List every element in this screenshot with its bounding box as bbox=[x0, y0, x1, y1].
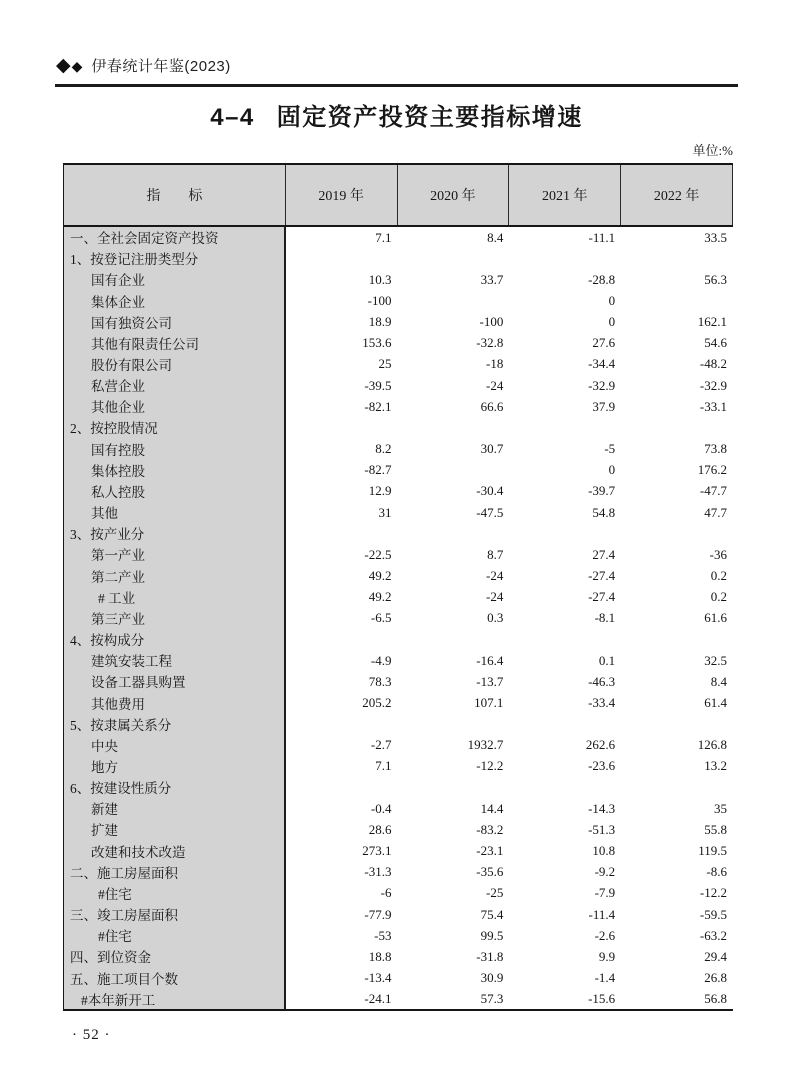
value-cell: 119.5 bbox=[698, 843, 727, 859]
value-cell: 75.4 bbox=[480, 906, 504, 922]
value-cell: 153.6 bbox=[362, 335, 392, 351]
column-header-2019: 2019 年 bbox=[286, 165, 398, 225]
value-cell: 18.9 bbox=[368, 314, 392, 330]
value-cell: -83.2 bbox=[476, 821, 504, 837]
value-cell: 33.5 bbox=[704, 229, 727, 245]
indicator-cell: 6、按建设性质分 bbox=[64, 777, 286, 798]
table-row bbox=[64, 755, 733, 776]
value-cell: 8.2 bbox=[375, 441, 392, 457]
value-cell: -16.4 bbox=[476, 652, 504, 668]
value-cell: -77.9 bbox=[364, 906, 392, 922]
value-cell: -51.3 bbox=[588, 821, 616, 837]
value-cell bbox=[621, 248, 733, 269]
value-cell bbox=[509, 628, 621, 649]
indicator-cell: # 工业 bbox=[64, 586, 286, 607]
indicator-cell: 二、施工房屋面积 bbox=[64, 861, 286, 882]
table-row bbox=[64, 798, 733, 819]
unit-label: 单位:% bbox=[692, 143, 733, 158]
value-cell bbox=[509, 417, 621, 438]
value-cell: -13.7 bbox=[476, 673, 504, 689]
value-cell: -5 bbox=[604, 441, 616, 457]
value-cell: -14.3 bbox=[588, 800, 616, 816]
table-row bbox=[64, 967, 733, 988]
indicator-cell: 改建和技术改造 bbox=[64, 840, 286, 861]
table-row bbox=[64, 692, 733, 713]
indicator-cell: 设备工器具购置 bbox=[64, 671, 286, 692]
value-cell: 30.7 bbox=[480, 441, 504, 457]
value-cell: -23.1 bbox=[476, 843, 504, 859]
value-cell: -11.4 bbox=[588, 906, 616, 922]
table-body bbox=[64, 227, 733, 1010]
value-cell: 49.2 bbox=[368, 589, 392, 605]
table-row bbox=[64, 438, 733, 459]
value-cell: 55.8 bbox=[704, 821, 727, 837]
indicator-cell: 四、到位资金 bbox=[64, 946, 286, 967]
table-row bbox=[64, 248, 733, 269]
value-cell: -0.4 bbox=[370, 800, 392, 816]
indicator-cell: 一、全社会固定资产投资 bbox=[64, 227, 286, 248]
yearbook-title: 伊春统计年鉴(2023) bbox=[91, 58, 231, 75]
value-cell: 1932.7 bbox=[467, 737, 504, 753]
value-cell bbox=[286, 523, 398, 544]
value-cell: 0.2 bbox=[710, 589, 727, 605]
table-row bbox=[64, 713, 733, 734]
value-cell: -23.6 bbox=[588, 758, 616, 774]
indicators-table bbox=[63, 163, 733, 1011]
value-cell: -32.9 bbox=[699, 377, 727, 393]
value-cell: 162.1 bbox=[697, 314, 727, 330]
value-cell: -100 bbox=[367, 292, 392, 308]
value-cell: -18 bbox=[486, 356, 504, 372]
value-cell: -39.5 bbox=[364, 377, 392, 393]
value-cell: -13.4 bbox=[364, 969, 392, 985]
header-rule bbox=[55, 84, 738, 87]
value-cell: 33.7 bbox=[480, 271, 504, 287]
table-row bbox=[64, 332, 733, 353]
indicator-cell: #住宅 bbox=[64, 882, 286, 903]
value-cell: -24 bbox=[486, 568, 504, 583]
value-cell: -6.5 bbox=[370, 610, 392, 626]
indicator-cell: 股份有限公司 bbox=[64, 353, 286, 374]
value-cell bbox=[621, 713, 733, 734]
value-cell: 0.2 bbox=[710, 568, 727, 583]
table-row bbox=[64, 396, 733, 417]
table-row bbox=[64, 819, 733, 840]
value-cell: 0 bbox=[608, 292, 616, 308]
indicator-cell: 2、按控股情况 bbox=[64, 417, 286, 438]
table-row bbox=[64, 586, 733, 607]
value-cell: 0 bbox=[608, 462, 616, 478]
table-row bbox=[64, 523, 733, 544]
table-row bbox=[64, 269, 733, 290]
table-row bbox=[64, 671, 733, 692]
table-row bbox=[64, 734, 733, 755]
value-cell: 78.3 bbox=[368, 673, 392, 689]
value-cell: -6 bbox=[380, 885, 392, 901]
value-cell: 66.6 bbox=[480, 398, 504, 414]
table-header-row bbox=[64, 165, 733, 227]
value-cell: -32.8 bbox=[476, 335, 504, 351]
indicator-cell: 3、按产业分 bbox=[64, 523, 286, 544]
indicator-cell: 集体企业 bbox=[64, 290, 286, 311]
value-cell: -8.6 bbox=[706, 864, 727, 880]
page-title bbox=[0, 97, 793, 132]
value-cell: 49.2 bbox=[368, 568, 392, 583]
value-cell: -82.7 bbox=[364, 462, 392, 478]
value-cell bbox=[398, 459, 510, 480]
value-cell bbox=[621, 290, 733, 311]
value-cell bbox=[509, 713, 621, 734]
table-number: 4–4 bbox=[210, 104, 255, 131]
value-cell: -12.2 bbox=[699, 885, 727, 901]
value-cell: 10.8 bbox=[592, 843, 616, 859]
indicator-cell: 集体控股 bbox=[64, 459, 286, 480]
indicator-cell: 其他费用 bbox=[64, 692, 286, 713]
value-cell: -25 bbox=[486, 885, 504, 901]
table-row bbox=[64, 650, 733, 671]
value-cell: 7.1 bbox=[375, 758, 392, 774]
value-cell bbox=[621, 777, 733, 798]
indicator-cell: 第三产业 bbox=[64, 607, 286, 628]
value-cell: -59.5 bbox=[699, 906, 727, 922]
indicator-cell: 五、施工项目个数 bbox=[64, 967, 286, 988]
table-row bbox=[64, 925, 733, 946]
value-cell: 30.9 bbox=[480, 969, 504, 985]
value-cell: 8.4 bbox=[487, 229, 504, 245]
indicator-cell: 地方 bbox=[64, 755, 286, 776]
value-cell: 35 bbox=[714, 800, 727, 816]
value-cell: -27.4 bbox=[588, 589, 616, 605]
table-row bbox=[64, 904, 733, 925]
value-cell: 56.3 bbox=[704, 271, 727, 287]
value-cell: 14.4 bbox=[480, 800, 504, 816]
value-cell: 18.8 bbox=[368, 948, 392, 964]
column-header-2020: 2020 年 bbox=[398, 165, 510, 225]
indicator-cell: #本年新开工 bbox=[64, 988, 286, 1009]
indicator-cell: 其他有限责任公司 bbox=[64, 332, 286, 353]
value-cell: 0 bbox=[608, 314, 616, 330]
value-cell: 37.9 bbox=[592, 398, 616, 414]
indicator-cell: 私人控股 bbox=[64, 480, 286, 501]
value-cell: -12.2 bbox=[476, 758, 504, 774]
value-cell: -33.1 bbox=[699, 398, 727, 414]
indicator-cell: 扩建 bbox=[64, 819, 286, 840]
value-cell: 0.3 bbox=[487, 610, 504, 626]
value-cell: -47.5 bbox=[476, 504, 504, 520]
indicator-cell: 国有独资公司 bbox=[64, 311, 286, 332]
value-cell: 99.5 bbox=[480, 927, 504, 943]
value-cell: 126.8 bbox=[697, 737, 727, 753]
diamond-icon-large: ◆ bbox=[56, 55, 71, 76]
indicator-cell: 新建 bbox=[64, 798, 286, 819]
value-cell: 47.7 bbox=[704, 504, 727, 520]
value-cell: -24 bbox=[486, 377, 504, 393]
value-cell bbox=[286, 248, 398, 269]
value-cell: 27.4 bbox=[592, 546, 616, 562]
table-row bbox=[64, 882, 733, 903]
value-cell: -8.1 bbox=[594, 610, 616, 626]
indicator-cell: 建筑安装工程 bbox=[64, 650, 286, 671]
page-number: · 52 · bbox=[72, 1027, 111, 1043]
value-cell: -30.4 bbox=[476, 483, 504, 499]
value-cell bbox=[286, 628, 398, 649]
value-cell: 54.8 bbox=[592, 504, 616, 520]
value-cell: 13.2 bbox=[704, 758, 727, 774]
value-cell: -28.8 bbox=[588, 271, 616, 287]
value-cell: 205.2 bbox=[362, 694, 392, 710]
value-cell: 9.9 bbox=[598, 948, 616, 964]
value-cell: 27.6 bbox=[592, 335, 616, 351]
indicator-cell: 三、竣工房屋面积 bbox=[64, 904, 286, 925]
table-row bbox=[64, 840, 733, 861]
value-cell: -82.1 bbox=[364, 398, 392, 414]
table-row bbox=[64, 353, 733, 374]
value-cell: 273.1 bbox=[362, 843, 392, 859]
indicator-cell: 第二产业 bbox=[64, 565, 286, 586]
table-row bbox=[64, 417, 733, 438]
value-cell: 32.5 bbox=[704, 652, 727, 668]
value-cell: 10.3 bbox=[368, 271, 392, 287]
value-cell: -2.6 bbox=[594, 927, 616, 943]
value-cell: -39.7 bbox=[588, 483, 616, 499]
value-cell: -33.4 bbox=[588, 694, 616, 710]
value-cell: -31.3 bbox=[364, 864, 392, 880]
value-cell: 56.8 bbox=[704, 991, 727, 1007]
value-cell: 73.8 bbox=[704, 441, 727, 457]
value-cell bbox=[398, 628, 510, 649]
value-cell bbox=[621, 523, 733, 544]
value-cell: -46.3 bbox=[588, 673, 616, 689]
value-cell: -9.2 bbox=[594, 864, 616, 880]
value-cell: -15.6 bbox=[588, 991, 616, 1007]
value-cell bbox=[286, 713, 398, 734]
value-cell: -31.8 bbox=[476, 948, 504, 964]
table-row bbox=[64, 565, 733, 586]
table-title-text: 固定资产投资主要指标增速 bbox=[276, 104, 583, 131]
value-cell bbox=[621, 417, 733, 438]
value-cell: -4.9 bbox=[370, 652, 392, 668]
value-cell: 61.4 bbox=[704, 694, 727, 710]
value-cell: -32.9 bbox=[588, 377, 616, 393]
table-row bbox=[64, 311, 733, 332]
indicator-cell: 4、按构成分 bbox=[64, 628, 286, 649]
diamond-icon-small: ◆ bbox=[71, 57, 83, 74]
value-cell: 29.4 bbox=[704, 948, 727, 964]
table-row bbox=[64, 227, 733, 248]
column-header-indicator: 指 标 bbox=[64, 165, 286, 225]
value-cell bbox=[286, 777, 398, 798]
value-cell bbox=[621, 628, 733, 649]
table-row bbox=[64, 777, 733, 798]
table-row bbox=[64, 607, 733, 628]
table-row bbox=[64, 628, 733, 649]
value-cell bbox=[398, 777, 510, 798]
value-cell bbox=[398, 417, 510, 438]
value-cell: -35.6 bbox=[476, 864, 504, 880]
indicator-cell: 国有控股 bbox=[64, 438, 286, 459]
running-head bbox=[56, 55, 231, 76]
value-cell: 54.6 bbox=[704, 335, 727, 351]
value-cell bbox=[509, 777, 621, 798]
value-cell: 8.7 bbox=[487, 546, 504, 562]
column-header-2021: 2021 年 bbox=[509, 165, 621, 225]
indicator-cell: 私营企业 bbox=[64, 375, 286, 396]
value-cell: -27.4 bbox=[588, 568, 616, 583]
value-cell bbox=[398, 713, 510, 734]
indicator-cell: #住宅 bbox=[64, 925, 286, 946]
value-cell: -100 bbox=[479, 314, 504, 330]
value-cell: -53 bbox=[374, 927, 392, 943]
indicator-cell: 其他 bbox=[64, 502, 286, 523]
value-cell: 262.6 bbox=[585, 737, 616, 753]
table-row bbox=[64, 988, 733, 1009]
indicator-cell: 1、按登记注册类型分 bbox=[64, 248, 286, 269]
value-cell: -24.1 bbox=[364, 991, 392, 1007]
table-row bbox=[64, 861, 733, 882]
table-row bbox=[64, 290, 733, 311]
value-cell: 107.1 bbox=[474, 694, 504, 710]
value-cell: -11.1 bbox=[588, 229, 616, 245]
value-cell: -7.9 bbox=[594, 885, 616, 901]
table-row bbox=[64, 375, 733, 396]
value-cell bbox=[509, 523, 621, 544]
value-cell: -36 bbox=[709, 546, 727, 562]
indicator-cell: 第一产业 bbox=[64, 544, 286, 565]
value-cell bbox=[398, 248, 510, 269]
value-cell: 26.8 bbox=[704, 969, 727, 985]
value-cell: 31 bbox=[378, 504, 392, 520]
value-cell bbox=[398, 523, 510, 544]
value-cell: 25 bbox=[378, 356, 392, 372]
value-cell: -48.2 bbox=[699, 356, 727, 372]
value-cell: 7.1 bbox=[375, 229, 392, 245]
value-cell: -2.7 bbox=[370, 737, 392, 753]
table-row bbox=[64, 502, 733, 523]
value-cell: 57.3 bbox=[480, 991, 504, 1007]
value-cell bbox=[509, 248, 621, 269]
value-cell: 61.6 bbox=[704, 610, 727, 626]
value-cell: 12.9 bbox=[368, 483, 392, 499]
indicator-cell: 5、按隶属关系分 bbox=[64, 713, 286, 734]
table-row bbox=[64, 544, 733, 565]
value-cell: 8.4 bbox=[710, 673, 727, 689]
value-cell: 28.6 bbox=[368, 821, 392, 837]
value-cell: -22.5 bbox=[364, 546, 392, 562]
column-header-2022: 2022 年 bbox=[621, 165, 733, 225]
value-cell: 176.2 bbox=[697, 462, 727, 478]
value-cell: -24 bbox=[486, 589, 504, 605]
indicator-cell: 中央 bbox=[64, 734, 286, 755]
value-cell: -1.4 bbox=[594, 969, 616, 985]
indicator-cell: 其他企业 bbox=[64, 396, 286, 417]
value-cell bbox=[286, 417, 398, 438]
table-row bbox=[64, 480, 733, 501]
value-cell: -34.4 bbox=[588, 356, 616, 372]
table-row bbox=[64, 459, 733, 480]
value-cell: 0.1 bbox=[598, 652, 616, 668]
value-cell: -63.2 bbox=[699, 927, 727, 943]
value-cell bbox=[398, 290, 510, 311]
value-cell: -47.7 bbox=[699, 483, 727, 499]
table-row bbox=[64, 946, 733, 967]
indicator-cell: 国有企业 bbox=[64, 269, 286, 290]
